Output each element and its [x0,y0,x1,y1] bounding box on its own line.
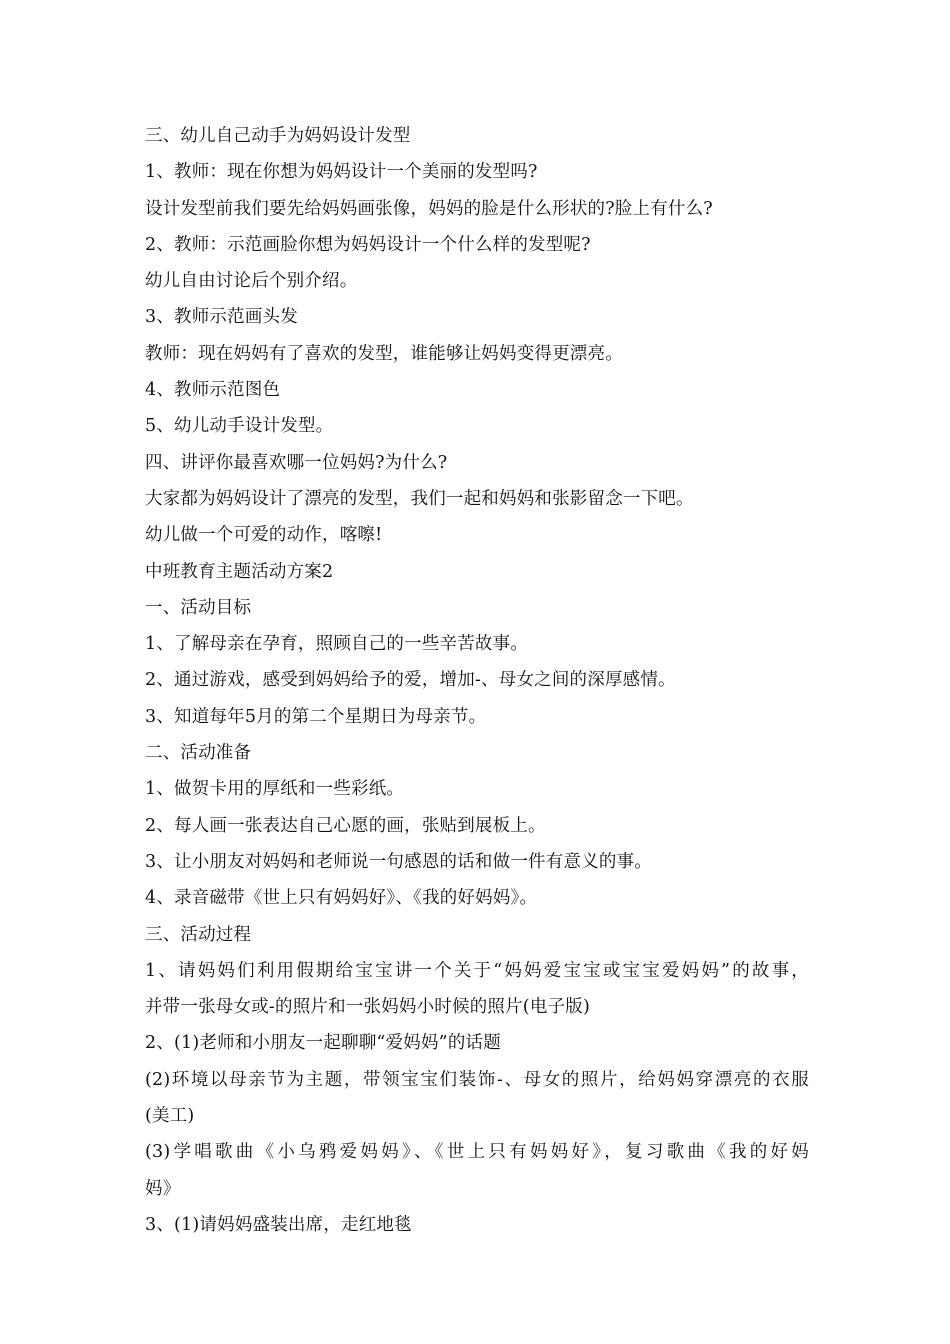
text-line: 3、(1)请妈妈盛装出席，走红地毯 [145,1214,412,1235]
text-line: 1、了解母亲在孕育，照顾自己的一些辛苦故事。 [145,634,529,655]
text-line: 并带一张母女或-的照片和一张妈妈小时候的照片(电子版) [145,997,590,1018]
section-heading-2: 二、活动准备 [145,743,252,764]
text-line: (3)学唱歌曲《小乌鸦爱妈妈》、《世上只有妈妈好》，复习歌曲《我的好妈 [145,1142,809,1163]
text-line: 3、让小朋友对妈妈和老师说一句感恩的话和做一件有意义的事。 [145,851,652,872]
text-line: 妈》 [145,1178,181,1199]
document-title: 中班教育主题活动方案2 [145,561,334,582]
document-body [145,118,825,1243]
text-line: 1、做贺卡用的厚纸和一些彩纸。 [145,779,405,800]
text-line: 3、知道每年5月的第二个星期日为母亲节。 [145,706,487,727]
text-line: 2、每人画一张表达自己心愿的画，张贴到展板上。 [145,815,546,836]
section-heading-3b: 三、活动过程 [145,924,252,945]
text-line: 2、通过游戏，感受到妈妈给予的爱，增加-、母女之间的深厚感情。 [145,670,676,691]
text-line: 4、教师示范图色 [145,380,281,401]
text-line: 幼儿做一个可爱的动作，喀嚓! [145,525,383,546]
section-heading-4: 四、讲评你最喜欢哪一位妈妈?为什么? [145,452,448,473]
text-line: (美工) [145,1106,195,1127]
text-line: 2、教师：示范画脸你想为妈妈设计一个什么样的发型呢? [145,234,591,255]
text-line: 设计发型前我们要先给妈妈画张像，妈妈的脸是什么形状的?脸上有什么? [145,198,713,219]
section-heading-1: 一、活动目标 [145,597,252,618]
text-line: (2)环境以母亲节为主题，带领宝宝们装饰-、母女的照片，给妈妈穿漂亮的衣服 [145,1069,809,1090]
text-line: 教师：现在妈妈有了喜欢的发型，谁能够让妈妈变得更漂亮。 [145,343,623,364]
section-heading-3: 三、幼儿自己动手为妈妈设计发型 [145,126,411,146]
text-line: 幼儿自由讨论后个别介绍。 [145,271,358,292]
text-line: 1、教师：现在你想为妈妈设计一个美丽的发型吗? [145,162,538,183]
text-line: 2、(1)老师和小朋友一起聊聊“爱妈妈”的话题 [145,1033,501,1054]
text-line: 4、录音磁带《世上只有妈妈好》、《我的好妈妈》。 [145,888,538,909]
text-line: 大家都为妈妈设计了漂亮的发型，我们一起和妈妈和张影留念一下吧。 [145,488,694,509]
text-line: 3、教师示范画头发 [145,307,298,328]
text-line: 1、请妈妈们利用假期给宝宝讲一个关于“妈妈爱宝宝或宝宝爱妈妈”的故事， [145,960,809,981]
text-line: 5、幼儿动手设计发型。 [145,416,334,437]
